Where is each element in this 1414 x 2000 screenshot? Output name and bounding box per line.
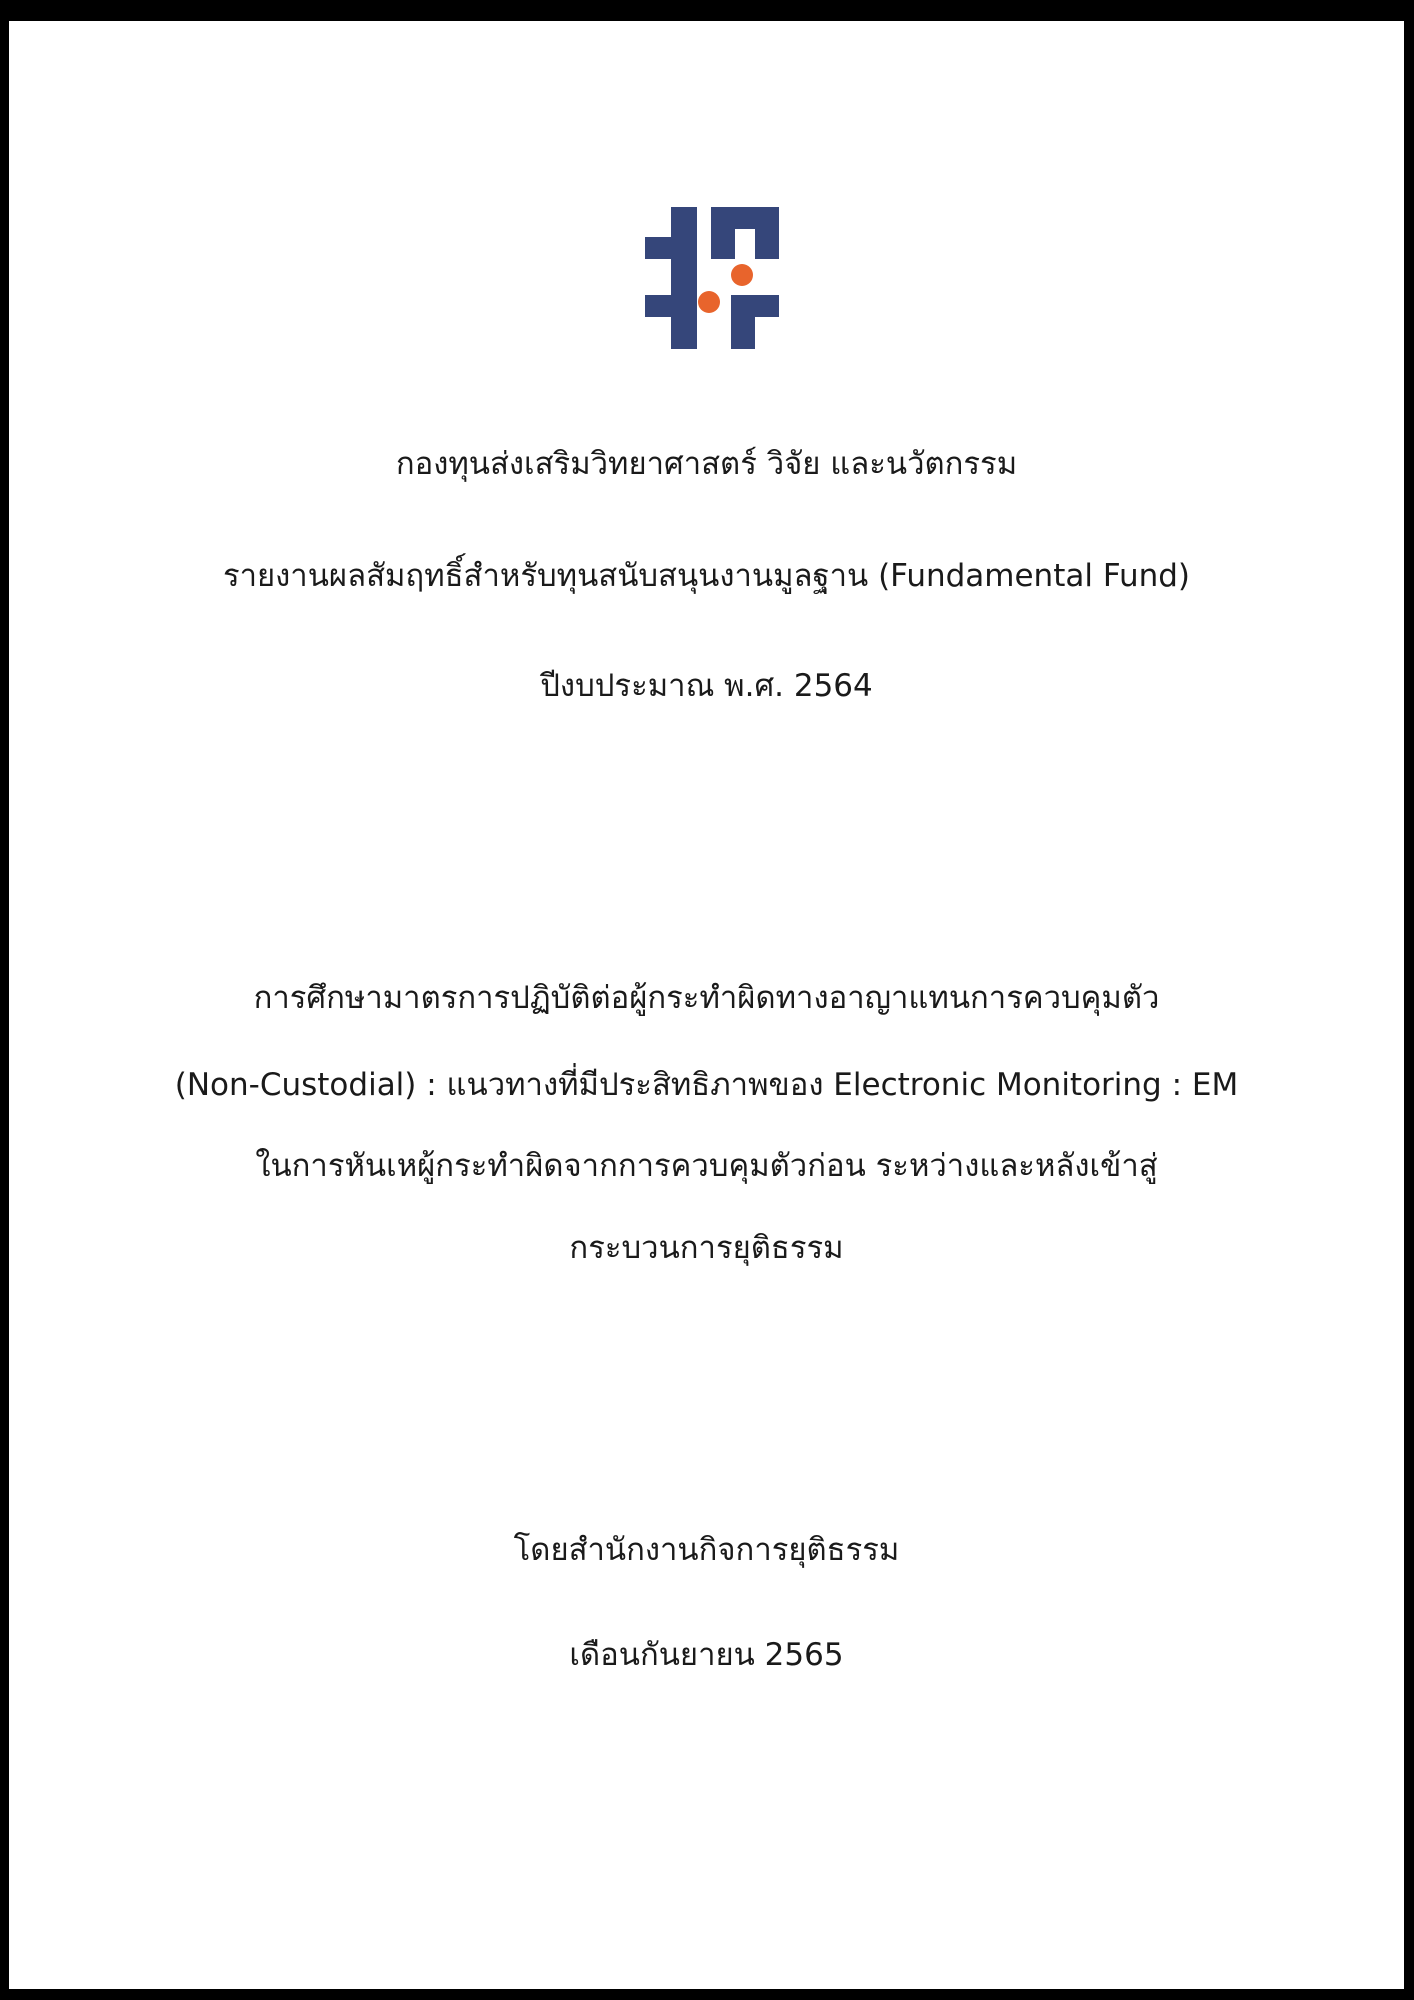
organization: โดยสำนักงานกิจการยุติธรรม: [513, 1532, 900, 1568]
report-date: เดือนกันยายน 2565: [569, 1637, 844, 1673]
project-title-line: ในการหันเหผู้กระทำผิดจากการควบคุมตัวก่อน ระหว่างและหลังเข้าสู่: [255, 1148, 1158, 1184]
tsri-logo-icon: [645, 207, 779, 349]
fiscal-year: ปีงบประมาณ พ.ศ. 2564: [540, 668, 873, 704]
fund-name: กองทุนส่งเสริมวิทยาศาสตร์ วิจัย และนวัตกรรม: [395, 446, 1018, 482]
project-title-line: (Non-Custodial) : แนวทางที่มีประสิทธิภาพของ Electronic Monitoring : EM: [174, 1067, 1239, 1103]
project-title-line: กระบวนการยุติธรรม: [569, 1230, 844, 1266]
document-page: [9, 9, 1404, 1989]
logo-navy-bars: [645, 207, 779, 349]
logo-dot-lower: [698, 291, 720, 313]
logo-dot-upper: [731, 264, 753, 286]
report-title: รายงานผลสัมฤทธิ์สำหรับทุนสนับสนุนงานมูลฐาน (Fundamental Fund): [222, 558, 1191, 594]
project-title-line: การศึกษามาตรการปฏิบัติต่อผู้กระทำผิดทางอาญาแทนการควบคุมตัว: [253, 980, 1160, 1016]
